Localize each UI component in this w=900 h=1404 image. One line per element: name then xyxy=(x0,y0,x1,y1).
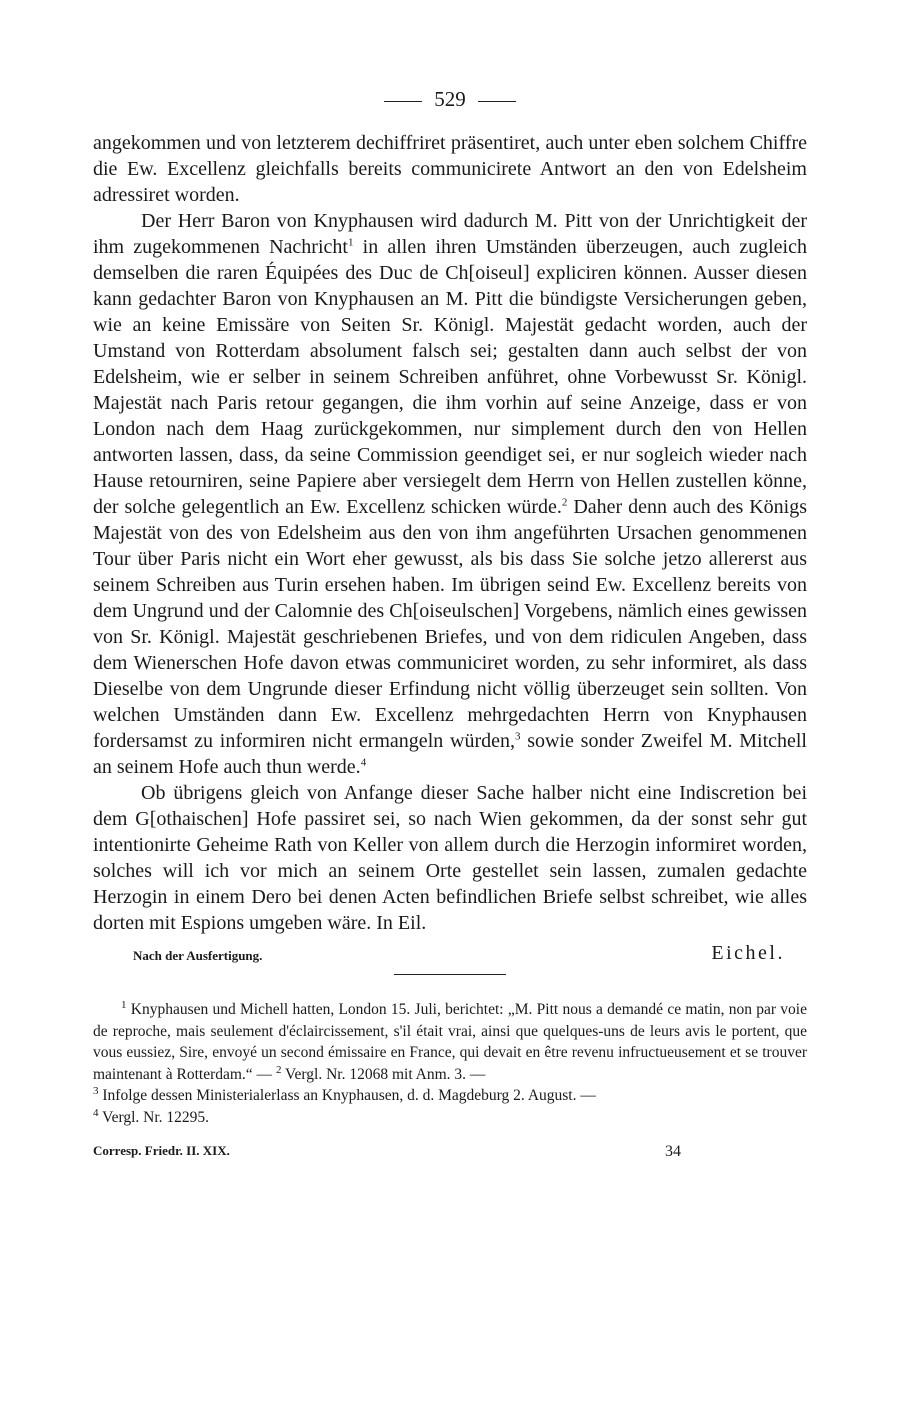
document-page xyxy=(93,84,807,1167)
footnote-marker: 2 xyxy=(561,496,568,509)
footnote xyxy=(93,999,807,1085)
text-run: Infolge dessen Ministerialerlass an Knyphausen, d. d. Magdeburg 2. August. — xyxy=(98,1087,596,1105)
text-run: Vergl. Nr. 12295. xyxy=(98,1108,210,1126)
header-dash-left xyxy=(384,101,422,102)
signature-mark: 34 xyxy=(665,1142,681,1160)
text-run: in allen ihren Umständen überzeugen, auch zugleich demselben die raren Équipées des Duc de Ch[oiseul] expliciren können. Ausser diesen kann gedachter Baron von Knyphausen an M. Pitt die bündigste Versicherungen geben, wie an keine Emissäre von Seiten Sr. Königl. Majestät gedacht worden, auch der Umstand von Rotterdam absolument falsch sei; gestalten dann auch selbst der von Edelsheim, wie er selber in seinem Schreiben anführet, ohne Vorbewusst Sr. Königl. Majestät nach Paris retour gegangen, die ihm vorhin auf seine Anzeige, dass er von London nach dem Haag zurückgekommen, nur simplement durch den von Hellen antworten lassen, dass, da seine Commission geendiget sei, er nur sogleich wieder nach Hause retourniren, seine Papiere aber versiegelt dem Herrn von Hellen zustellen könne, der solche gelegentlich an Ew. Excellenz schicken würde. xyxy=(93,236,807,518)
footnote xyxy=(93,1085,807,1107)
signer-name: Eichel. xyxy=(711,942,785,964)
text-run: Ob übrigens gleich von Anfange dieser Sache halber nicht eine Indiscretion bei dem G[othaischen] Hofe passiret sei, so nach Wien gekommen, da der sonst sehr gut intentionirte Geheime Rath von Keller von allem durch die Herzogin informiret worden, solches will ich vor mich an seinem Orte gestellet sein lassen, zumalen gedachte Herzogin in einem Dero bei denen Acten befindlichen Briefe selbst schreibet, wie alles dorten mit Espions umgeben wäre. In Eil. xyxy=(93,782,807,934)
page-header xyxy=(93,84,807,114)
header-dash-right xyxy=(478,101,516,102)
footnote-marker: 4 xyxy=(360,756,367,769)
page-number: 529 xyxy=(434,87,466,111)
paragraph xyxy=(93,780,807,936)
text-run: angekommen und von letzterem dechiffriret präsentiret, auch unter eben solchem Chiffre die Ew. Excellenz gleichfalls bereits communicirete Antwort an den von Edelsheim adressiret worden. xyxy=(93,132,807,206)
text-run: Der Herr Baron von Knyphausen wird dadurch M. Pitt von der Unrichtigkeit der ihm zugekommenen Nachricht xyxy=(93,210,807,258)
text-run: Vergl. Nr. 12068 mit Anm. 3. — xyxy=(281,1065,486,1083)
footnote-marker: 3 xyxy=(93,1085,99,1098)
text-run: sowie sonder Zweifel M. Mitchell an seinem Hofe auch thun werde. xyxy=(93,730,807,778)
footnote xyxy=(93,1107,807,1129)
footnote-marker: 1 xyxy=(347,236,354,249)
footnote-marker: 4 xyxy=(93,1106,99,1119)
footnote-marker: 1 xyxy=(121,998,127,1011)
footnote-marker: 3 xyxy=(514,730,521,743)
footer-series: Corresp. Friedr. II. XIX. xyxy=(93,1142,230,1158)
footnotes xyxy=(93,999,807,1129)
source-note: Nach der Ausfertigung. xyxy=(133,948,263,963)
paragraph xyxy=(93,208,807,780)
signature-row xyxy=(93,942,807,968)
text-run: Knyphausen und Michell hatten, London 15. Juli, berichtet: „M. Pitt nous a demandé ce matin, non par voie de reproche, mais seulement d'éclaircissement, s'il était vrai, ainsi que quelques-uns de leurs avis le portent, que vous eussiez, Sire, envoyé un second émissaire en France, qui devait en être revenu infructueusement et se trouver maintenant à Rotterdam.“ — xyxy=(93,1001,807,1083)
footnote-marker: 2 xyxy=(275,1063,282,1076)
paragraph xyxy=(93,130,807,208)
page-footer xyxy=(93,1143,807,1167)
text-run: Daher denn auch des Königs Majestät von des von Edelsheim aus den von ihm angeführten Ursachen genommenen Tour über Paris nicht ein Wort eher gewusst, als bis dass Sie solche jetzo allererst aus seinem Schreiben aus Turin ersehen haben. Im übrigen seind Ew. Excellenz bereits von dem Ungrund und der Calomnie des Ch[oiseulschen] Vorgebens, nämlich eines gewissen von Sr. Königl. Majestät geschriebenen Briefes, und von dem ridiculen Angeben, dass dem Wienerschen Hofe davon etwas communiciret worden, zu sehr informiret, als dass Dieselbe von dem Ungrunde dieser Erfindung nicht völlig überzeuget sein sollten. Von welchen Umständen dann Ew. Excellenz mehrgedachten Herrn von Knyphausen fordersamst zu informiren nicht ermangeln würden, xyxy=(93,496,807,752)
footnote-separator xyxy=(394,974,506,975)
letter-body xyxy=(93,130,807,936)
